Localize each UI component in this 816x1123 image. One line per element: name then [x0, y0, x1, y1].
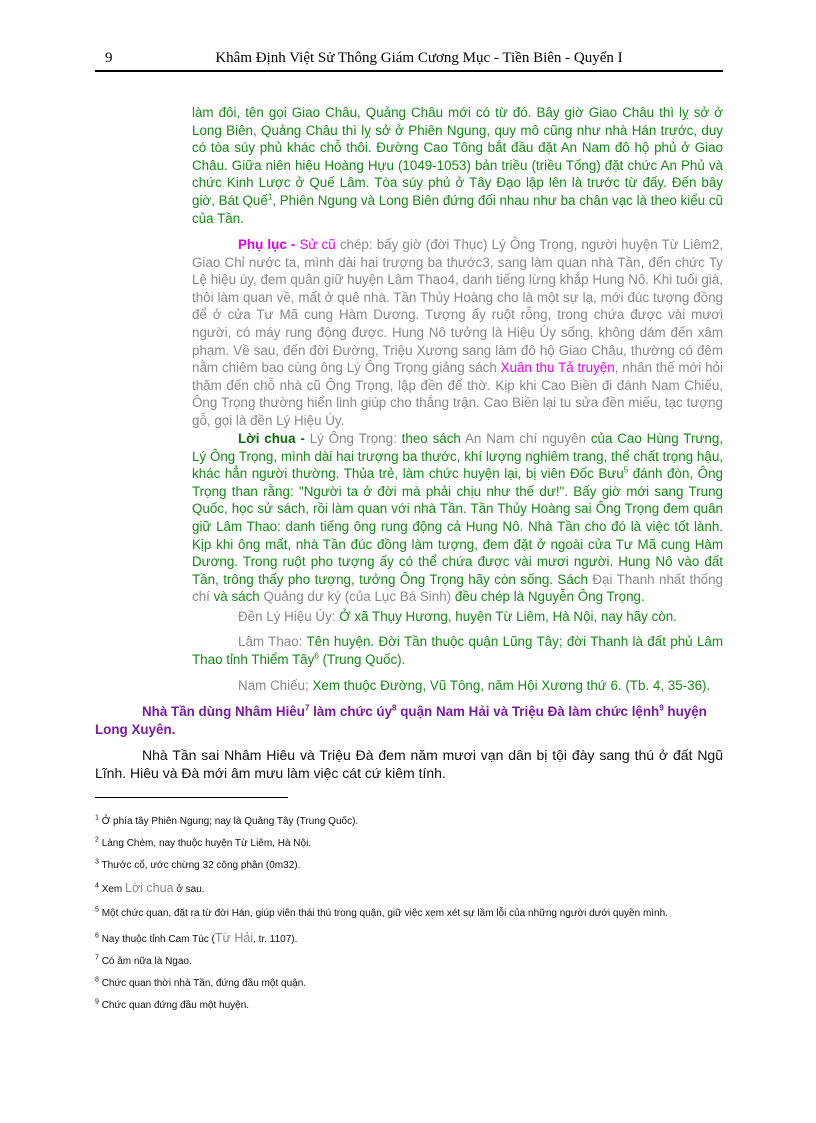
note-den-ly-hieu-uy: Đền Lý Hiệu Úy: Ở xã Thụy Hương, huyện Từ Liêm, Hà Nội, nay hãy còn. — [238, 609, 677, 624]
intro-paragraph: làm đôi, tên gọi Giao Châu, Quảng Châu mới có từ đó. Bây giờ Giao Châu thì lỵ sở ở Long Biên, Quảng Châu thì lỵ sở ở Phiên Ngung, quy mô cũng như nhà Hán trước, duy có tòa súy phủ khác chỗ thôi. Đường Cao Tông bắt đầu đặt An Nam đô hộ phủ ở Giao Châu. Giữa niên hiệu Hoàng Hựu (1049-1053) bản triều (triều Tống) đặt chức An Phủ và chức Kinh Lược ở Quế Lâm. Tòa súy phủ ở Tây Đạo lập lên là trước từ đấy. Đến bây giờ, Bát Quế$^1$, Phiên Ngung và Long Biên đứng đối nhau như ba chân vạc là theo kiểu cũ của Tần. — [192, 105, 723, 226]
section-heading: Nhà Tần dùng Nhâm Hiêu$^7$ làm chức $úy^8$ quận Nam Hải và Triệu Đà làm chức lệnh$^9$ huyện Long Xuyên. — [95, 703, 707, 737]
footnote-ref-5: 5 — [623, 465, 629, 475]
document-title: Khâm Định Việt Sử Thông Giám Cương Mục - Tiền Biên - Quyển I — [215, 50, 623, 66]
footnote-1: $^1$ Ở phía tây Phiên Ngung; nay là Quảng Tây (Trung Quốc). — [95, 814, 359, 827]
book-title-ref: Xuân thu Tả truyện — [500, 360, 615, 376]
footnote-8: $^8$ Chức quan thời nhà Tần, đứng đầu một quận. — [95, 976, 307, 989]
appendix-paragraph: Phụ lục - Sử cũ chép: bấy giờ (đời Thục) Lý Ông Trọng, người huyện Từ Liêm2, Giao Chỉ nước ta, mình dài hai trượng ba thước3, sang làm quan nhà Tần, đến chức Ty Lệ hiệu úy, đem quân giữ huyện Lâm Thao4, danh tiếng lừng khắp Hung Nô. Khi tuổi già, thôi làm quan về, mất ở quê nhà. Tần Thủy Hoàng cho là một sự lạ, mới đúc tượng đồng để ở cửa Tư Mã cung Hàm Dương. Tượng ấy ruột rỗng, trong chứa được vài mươi người, có máy rung động được. Hung Nô tưởng là Hiệu Úy sống, không dám đến xâm phạm. Về sau, đến đời Đường, Triệu Xương sang làm đô hộ Giao Châu, thường có đêm nằm chiêm bao cùng ông Lý Ông Trọng giảng sách Xuân thu Tả truyện, nhân thế mới hỏi thăm đến chỗ nhà cũ Ông Trọng, lập đền để thờ. Kịp khi Cao Biền đi đánh Nam Chiếu, Ông Trọng thường hiển linh giúp cho thắng trận. Cao Biền lại tu sửa đền miếu, tạc tượng gỗ, gọi là đền Lý Hiệu Úy. — [192, 237, 723, 428]
footnote-ref-1: 1 — [267, 192, 273, 202]
footnote-3: $^3$ Thước cổ, ước chừng 32 công phân (0m32). — [95, 858, 301, 871]
footnote-ref-6: 6 — [314, 651, 319, 661]
footnote-4: $^4$ Xem Lời chua ở sau. — [95, 881, 205, 895]
page-header — [95, 48, 723, 72]
commentary-paragraph: Lời chua - Lý Ông Trọng: theo sách An Nam chí nguyên của Cao Hùng Trưng, Lý Ông Trọng, mình dài hai trượng ba thước, khí lượng nghiêm trang, thể chất trọng hậu, khác hẳn người thường. Thủa trẻ, làm chức huyện lại, bị viên Đốc Bưu$^5$ đánh đòn, Ông Trọng than rằng: "Người ta ở đời mà phải chịu như thế dư!". Bấy giờ mới sang Trung Quốc, học sử sách, rồi làm quan với nhà Tần. Tần Thủy Hoàng sai Ông Trọng đem quân giữ Lâm Thao: danh tiếng ông rung động cả Hung Nô. Nhà Tần cho đó là việc tốt lành. Kịp khi ông mất, nhà Tần đúc đồng làm tượng, đem đặt ở ngoài cửa Tư Mã cung Hàm Dương. Trong ruột pho tượng ấy có thể chứa được vài mươi người. Hung Nô vào đất Tần, trông thấy pho tượng, tưởng Ông Trọng hãy còn sống. Sách Đại Thanh nhất thống chí và sách Quảng dư ký (của Lục Bá Sinh) đều chép là Nguyễn Ông Trọng. — [192, 431, 723, 605]
appendix-label: Phụ lục - — [238, 237, 296, 252]
note-nam-chieu: Nam Chiếu; Xem thuộc Đường, Vũ Tông, năm Hội Xương thứ 6. (Tb. 4, 35-36). — [238, 678, 711, 693]
page-number: 9 — [105, 50, 113, 66]
source-ref: Sử cũ — [299, 237, 336, 252]
commentary-label: Lời chua - — [238, 431, 305, 446]
note-lam-thao: Lâm Thao: Tên huyện. Đời Tần thuộc quận Lũng Tây; đời Thanh là đất phủ Lâm Thao tỉnh Thiểm Tây$^6$ (Trung Quốc). — [192, 634, 723, 667]
footnote-7: $^7$ Có âm nữa là Ngao. — [95, 954, 192, 967]
footnote-6: $^6$ Nay thuộc tỉnh Cam Túc (Từ Hải, tr. 1107). — [95, 931, 298, 945]
footnote-separator — [95, 797, 288, 798]
footnote-9: $^9$ Chức quan đứng đầu một huyện. — [95, 998, 250, 1011]
body-paragraph: Nhà Tần sai Nhâm Hiêu và Triệu Đà đem năm mươi vạn dân bị tội đày sang thú ở đất Ngũ Lĩnh. Hiêu và Đà mới âm mưu làm việc cát cứ kiêm tính. — [95, 747, 723, 781]
footnote-5: $^5$ Một chức quan, đặt ra từ đời Hán, giúp viên thái thú trong quận, giữ việc xem xét sự lầm lỗi của những người dưới quyền mình. — [95, 906, 668, 919]
footnote-2: $^2$ Làng Chèm, nay thuộc huyện Từ Liêm, Hà Nội. — [95, 836, 312, 849]
